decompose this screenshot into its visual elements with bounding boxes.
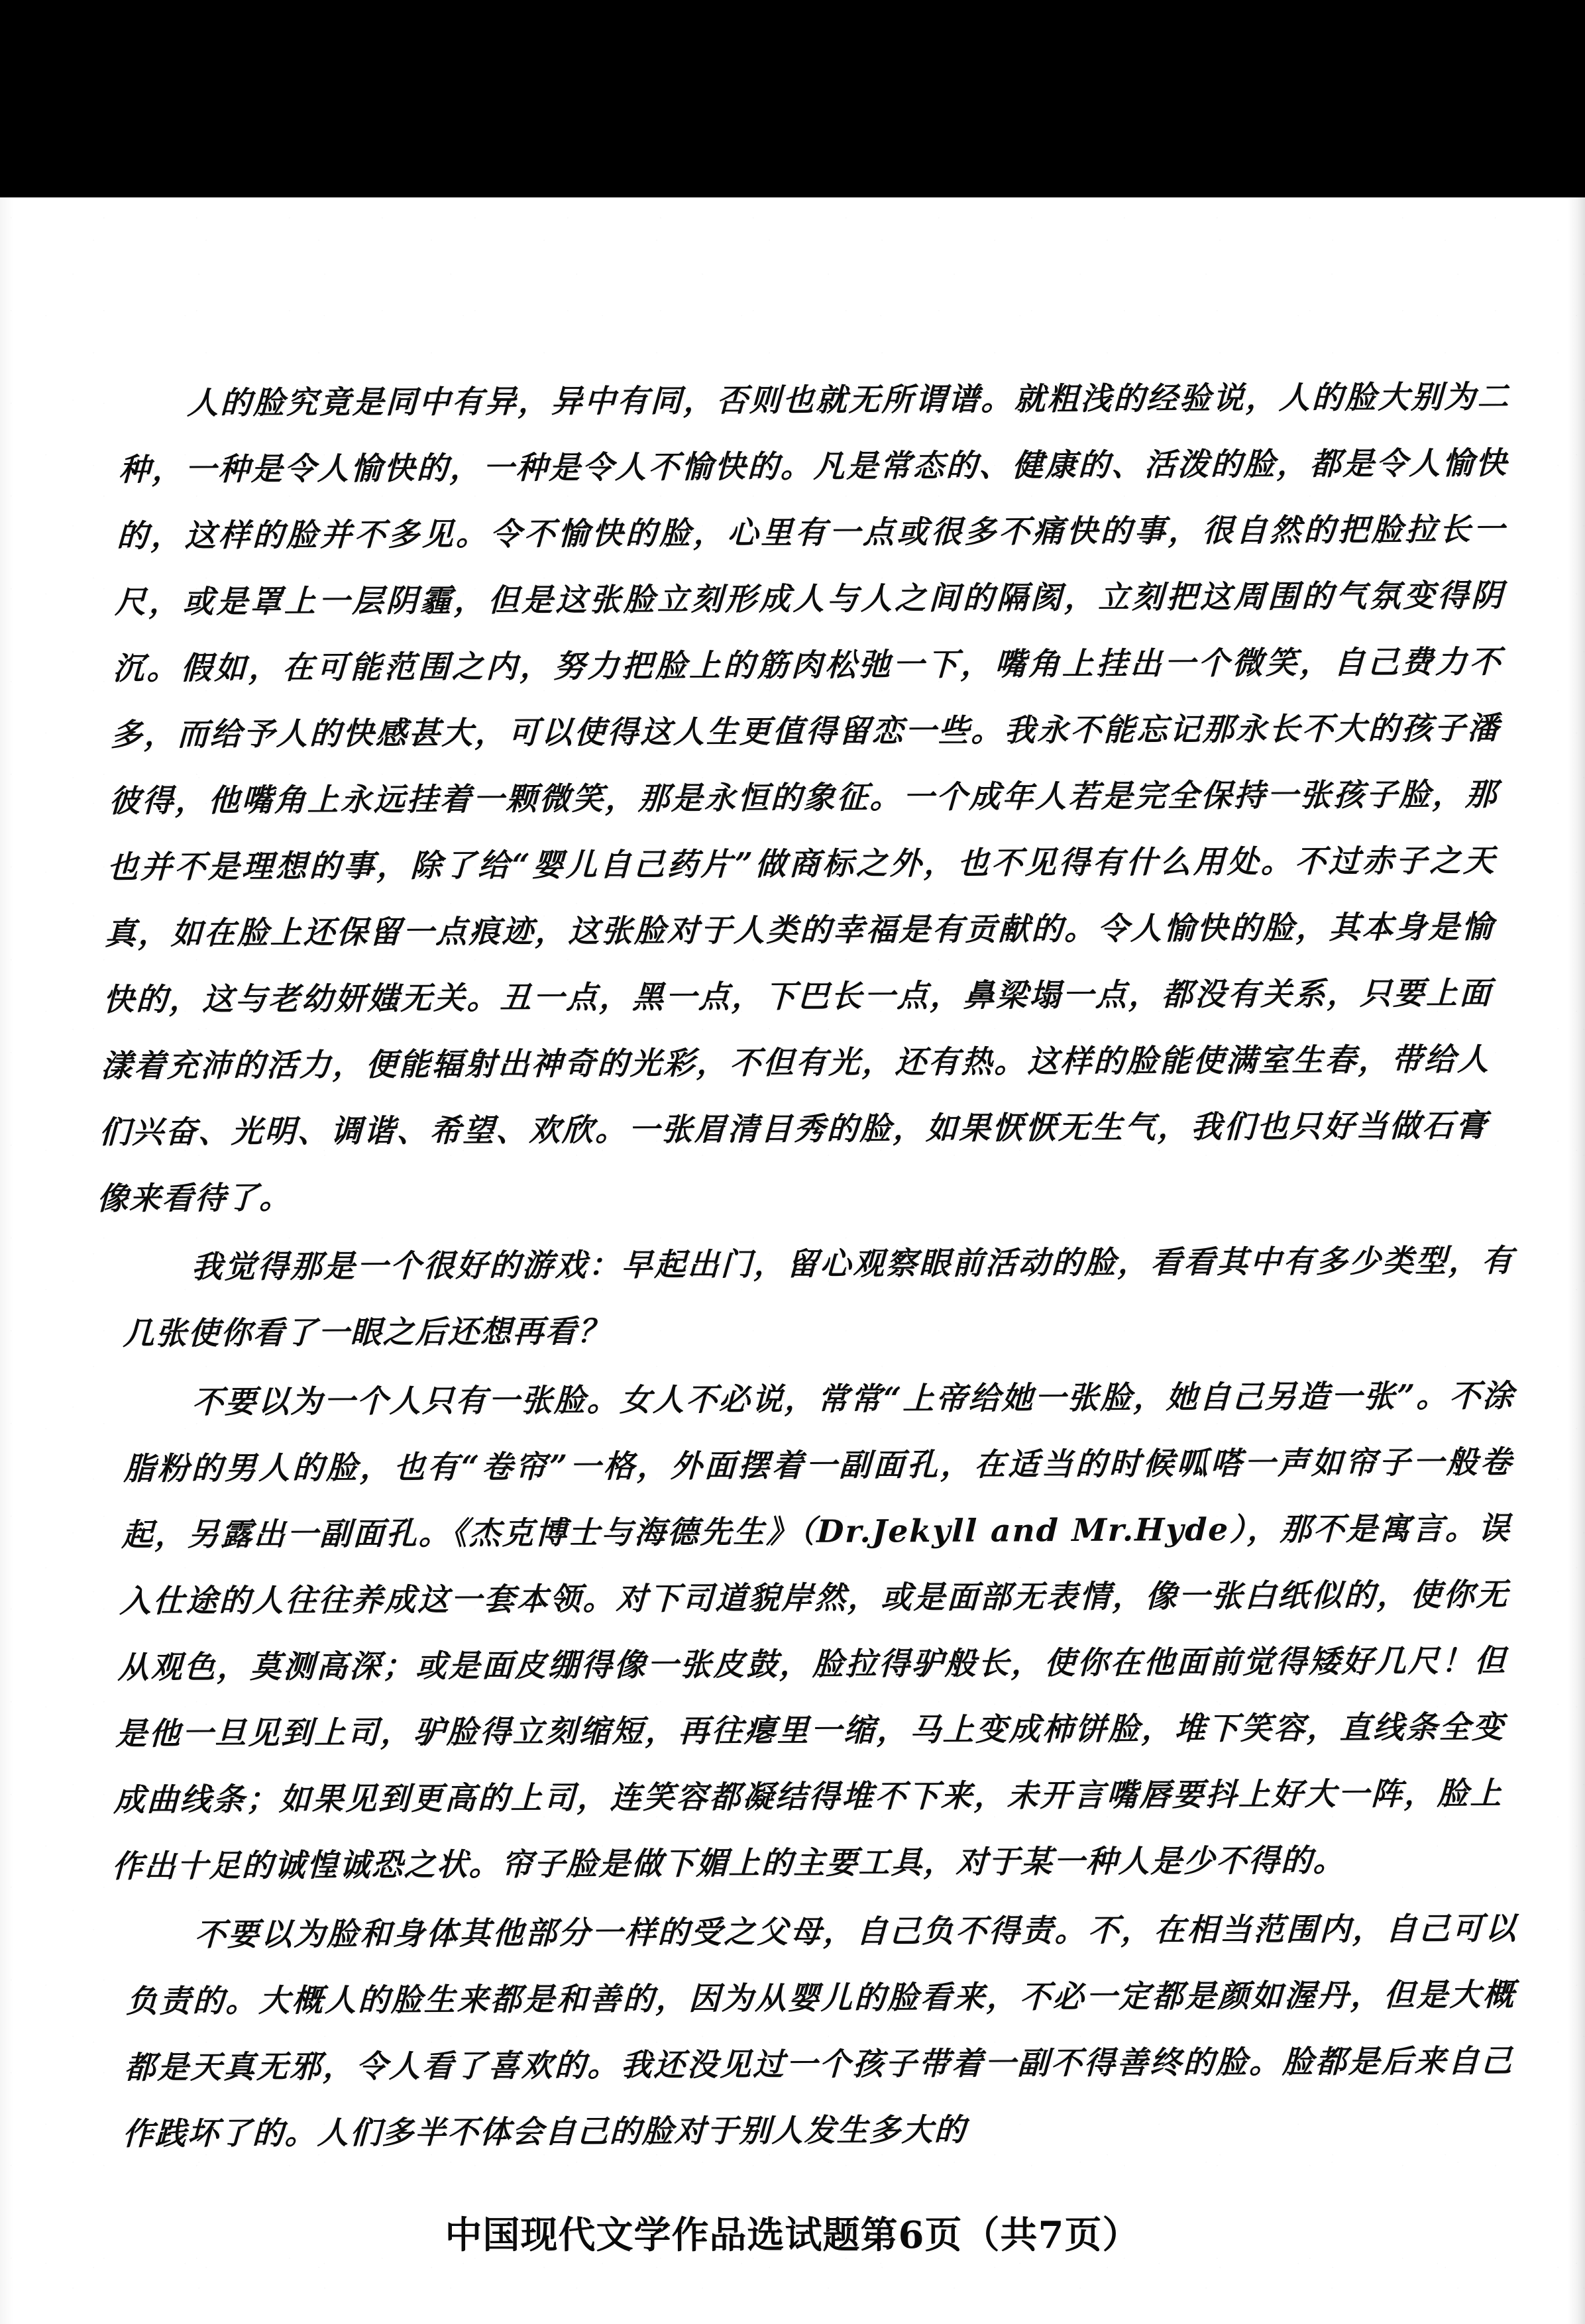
- text-block: [96, 364, 1519, 2168]
- footer-page-label: 第: [860, 2213, 899, 2257]
- document-body: [96, 371, 1518, 2170]
- footer-total-suffix: 页）: [1064, 2213, 1140, 2257]
- paragraph-2: 我觉得那是一个很好的游戏：早起出门，留心观察眼前活动的脸，看看其中有多少类型，有几张使你看了一眼之后还想再看？: [123, 1242, 1515, 1353]
- page-footer: [0, 2206, 1585, 2259]
- paragraph-1: 人的脸究竟是同中有异，异中有同，否则也就无所谓谱。就粗浅的经验说，人的脸大别为二种，一种是令人愉快的，一种是令人不愉快的。凡是常态的、健康的、活泼的脸，都是令人愉快的，这样的脸并不多见。令不愉快的脸，心里有一点或很多不痛快的事，很自然的把脸拉长一尺，或是罩上一层阴霾，但是这张脸立刻形成人与人之间的隔阂，立刻把这周围的气氛变得阴沉。假如，在可能范围之内，努力把脸上的筋肉松弛一下，嘴角上挂出一个微笑，自己费力不多，而给予人的快感甚大，可以使得这人生更值得留恋一些。我永不能忘记那永长不大的孩子潘彼得，他嘴角上永远挂着一颗微笑，那是永恒的象征。一个成年人若是完全保持一张孩子脸，那也并不是理想的事，除了给“婴儿自己药片”做商标之外，也不见得有什么用处。不过赤子之天真，如在脸上还保留一点痕迹，这张脸对于人类的幸福是有贡献的。令人愉快的脸，其本身是愉快的，这与老幼妍媸无关。丑一点，黑一点，下巴长一点，鼻梁塌一点，都没有关系，只要上面漾着充沛的活力，便能辐射出神奇的光彩，不但有光，还有热。这样的脸能使满室生春，带给人们兴奋、光明、调谐、希望、欢欣。一张眉清目秀的脸，如果恹恹无生气，我们也只好当做石膏像来看待了。: [96, 378, 1511, 1218]
- footer-total-number: 7: [1038, 2213, 1065, 2257]
- scan-edge-shadow-left: [0, 197, 13, 2324]
- footer-subject: 中国现代文学作品选试题: [445, 2213, 861, 2257]
- paragraph-3: 不要以为一个人只有一张脸。女人不必说，常常“上帝给她一张脸，她自己另造一张”。不涂脂粉的男人的脸，也有“卷帘”一格，外面摆着一副面孔，在适当的时候呱嗒一声如帘子一般卷起，另露出一副面孔。《杰克博士与海德先生》（Dr.Jekyll and Mr.Hyde），那不是寓言。误入仕途的人往往养成这一套本领。对下司道貌岸然，或是面部无表情，像一张白纸似的，使你无从观色，莫测高深；或是面皮绷得像一张皮鼓，脸拉得驴般长，使你在他面前觉得矮好几尺！但是他一旦见到上司，驴脸得立刻缩短，再往瘪里一缩，马上变成柿饼脸，堆下笑容，直线条全变成曲线条；如果见到更高的上司，连笑容都凝结得堆不下来，未开言嘴唇要抖上好大一阵，脸上作出十足的诚惶诚恐之状。帘子脸是做下媚上的主要工具，对于某一种人是少不得的。: [111, 1377, 1515, 1885]
- footer-page-number: 6: [898, 2213, 925, 2257]
- paragraph-4: 不要以为脸和身体其他部分一样的受之父母，自己负不得责。不，在相当范围内，自己可以负责的。大概人的脸生来都是和善的，因为从婴儿的脸看来，不必一定都是颜如渥丹，但是大概都是天真无邪，令人看了喜欢的。我还没见过一个孩子带着一副不得善终的脸。脸都是后来自己作践坏了的。人们多半不体会自己的脸对于别人发生多大的: [121, 1910, 1518, 2153]
- scan-artifact-black-band: [0, 0, 1585, 197]
- scan-edge-shadow-right: [1568, 197, 1585, 2324]
- footer-total-open: （共: [962, 2213, 1038, 2257]
- footer-page-suffix: 页: [924, 2213, 963, 2257]
